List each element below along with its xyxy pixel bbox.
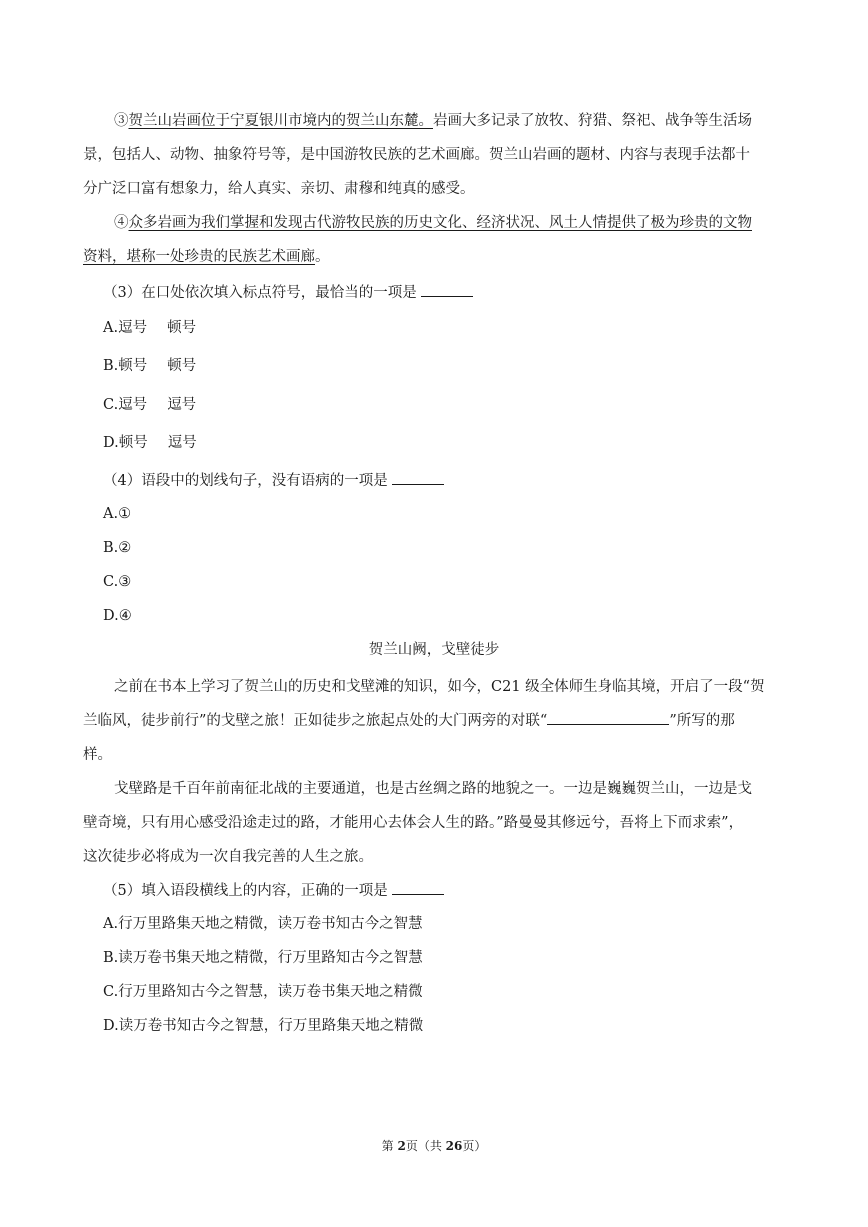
answer-blank-5[interactable] [392, 880, 444, 895]
question-5-option-a[interactable] [103, 914, 423, 934]
paragraph-3-line-2: 景，包括人、动物、抽象符号等，是中国游牧民族的艺术画廊。贺兰山岩画的题材、内容与表现手法都十 [83, 147, 750, 163]
option-letter: C. [103, 984, 119, 1000]
passage-p1-text: 兰临风，徒步前行”的戈壁之旅！正如徒步之旅起点处的大门两旁的对联“ [83, 713, 548, 729]
question-4-stem [103, 470, 444, 491]
option-letter: A. [103, 916, 119, 932]
page-total: 26 [445, 1139, 463, 1153]
footer-prefix: 第 [381, 1139, 398, 1153]
circled-number-4: ④ [114, 215, 129, 231]
option-value: ④ [118, 608, 132, 624]
answer-blank-3[interactable] [421, 282, 473, 297]
option-value: 顿号 [167, 358, 197, 374]
paragraph-3-line-3: 分广泛口富有想象力，给人真实、亲切、肃穆和纯真的感受。 [83, 181, 475, 197]
option-value: 逗号 [167, 397, 197, 413]
option-value: ③ [118, 574, 132, 590]
question-3-option-d[interactable] [103, 433, 197, 453]
option-value: 顿号 [118, 435, 148, 451]
option-value: 行万里路知古今之智慧，读万卷书集天地之精微 [118, 984, 423, 1000]
option-letter: C. [103, 397, 119, 413]
question-5-option-c[interactable] [103, 982, 423, 1002]
circled-number-3: ③ [114, 113, 129, 129]
question-5-option-b[interactable] [103, 948, 423, 968]
paragraph-4 [83, 206, 783, 274]
option-letter: A. [103, 506, 119, 522]
question-4-option-b[interactable] [103, 538, 131, 558]
passage-paragraph-2 [83, 772, 783, 874]
answer-blank-4[interactable] [392, 470, 444, 485]
option-letter: B. [103, 358, 119, 374]
passage-p2-line-2: 壁奇境，只有用心感受沿途走过的路，才能用心去体会人生的路。”路曼曼其修远兮，吾将上下而求索”， [83, 815, 744, 831]
option-letter: D. [103, 435, 119, 451]
question-3-stem [103, 282, 473, 303]
option-value: 行万里路集天地之精微，读万卷书知古今之智慧 [118, 916, 423, 932]
underlined-sentence-4-cont: 资料，堪称一处珍贵的民族艺术画廊 [83, 249, 315, 265]
option-letter: C. [103, 574, 119, 590]
question-3-option-b[interactable] [103, 356, 196, 376]
paragraph-3 [83, 104, 783, 206]
paragraph-3-line-1 [83, 104, 783, 138]
period: 。 [315, 249, 330, 265]
option-value: 逗号 [118, 397, 148, 413]
question-4-option-a[interactable] [103, 504, 131, 524]
paragraph-4-line-1 [83, 206, 783, 240]
passage-p1-text-tail: ”所写的那 [669, 713, 735, 729]
option-value: ① [118, 506, 132, 522]
paragraph-3-text: 岩画大多记录了放牧、狩猎、祭祀、战争等生活场 [433, 113, 752, 129]
underlined-sentence-3: 贺兰山岩画位于宁夏银川市境内的贺兰山东麓。 [128, 113, 433, 129]
paragraph-4-line-2 [83, 240, 783, 274]
question-5-stem [103, 880, 444, 901]
question-4-option-d[interactable] [103, 606, 132, 626]
option-value: 顿号 [118, 358, 148, 374]
option-letter: B. [103, 950, 119, 966]
passage-paragraph-1 [83, 670, 783, 772]
passage-p1-line-2 [83, 704, 783, 738]
question-5-option-d[interactable] [103, 1016, 423, 1036]
option-letter: A. [103, 320, 119, 336]
option-letter: D. [103, 1018, 119, 1034]
couplet-blank[interactable] [547, 710, 669, 725]
option-value: 逗号 [167, 435, 197, 451]
question-4-text: （4）语段中的划线句子，没有语病的一项是 [103, 473, 388, 489]
option-letter: D. [103, 608, 119, 624]
question-3-text: （3）在口处依次填入标点符号，最恰当的一项是 [103, 285, 417, 301]
passage-p1-line-3: 样。 [83, 747, 112, 763]
question-3-option-c[interactable] [103, 395, 196, 415]
question-3-option-a[interactable] [103, 318, 196, 338]
option-value: 读万卷书集天地之精微，行万里路知古今之智慧 [118, 950, 423, 966]
footer-mid: 页（共 [405, 1139, 446, 1153]
page-number: 2 [397, 1139, 406, 1153]
question-4-option-c[interactable] [103, 572, 131, 592]
footer-suffix: 页） [462, 1139, 487, 1153]
passage-p1-line-1: 之前在书本上学习了贺兰山的历史和戈壁滩的知识，如今，C21 级全体师生身临其境，开启了一段“贺 [114, 679, 765, 695]
passage-p2-line-3: 这次徒步必将成为一次自我完善的人生之旅。 [83, 849, 373, 865]
question-5-text: （5）填入语段横线上的内容，正确的一项是 [103, 883, 388, 899]
underlined-sentence-4: 众多岩画为我们掌握和发现古代游牧民族的历史文化、经济状况、风土人情提供了极为珍贵的文物 [128, 215, 752, 231]
option-value: 读万卷书知古今之智慧，行万里路集天地之精微 [118, 1018, 424, 1034]
option-value: ② [118, 540, 132, 556]
passage-title: 贺兰山阙，戈壁徒步 [368, 642, 500, 658]
page-footer [0, 1138, 868, 1154]
option-value: 顿号 [167, 320, 197, 336]
passage-p2-line-1: 戈壁路是千百年前南征北战的主要通道，也是古丝绸之路的地貌之一。一边是巍巍贺兰山，一边是戈 [114, 781, 752, 797]
option-letter: B. [103, 540, 119, 556]
option-value: 逗号 [118, 320, 148, 336]
